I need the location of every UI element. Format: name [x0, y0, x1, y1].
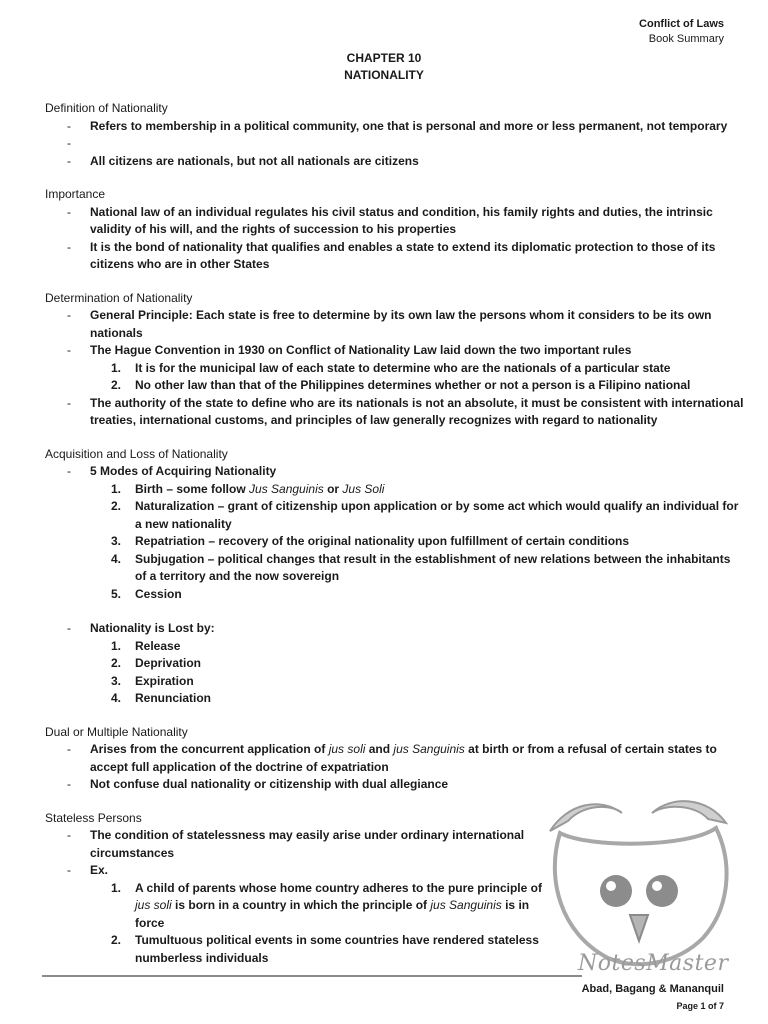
list-item-text: The Hague Convention in 1930 on Conflict of Nationality Law laid down the two important rules: [90, 343, 632, 357]
list-item: [45, 862, 550, 967]
numbered-item: 2. Tumultuous political events in some countries have rendered stateless numberless individuals: [111, 933, 539, 965]
list-item: - Arises from the concurrent application of jus soli and jus Sanguinis at birth or from a refusal of certain states to accept full application of the doctrine of expatriation: [45, 741, 745, 776]
list-item: - It is the bond of nationality that qualifies and enables a state to extend its diplomatic protection to those of its citizens who are in other States: [45, 239, 745, 274]
loss-list: [90, 638, 745, 708]
numbered-item: 5. Cession: [111, 586, 182, 601]
section-title: Dual or Multiple Nationality: [45, 724, 188, 739]
bullet-list: [45, 118, 745, 171]
list-item: - Refers to membership in a political community, one that is personal and more or less permanent, not temporary: [45, 118, 745, 136]
list-item: - National law of an individual regulates his civil status and condition, his family rights and duties, the intrinsic validity of his will, and the rights of succession to his properties: [45, 204, 745, 239]
page-header: [639, 17, 724, 47]
owl-logo-icon: [538, 783, 738, 978]
authors: Abad, Bagang & Mananquil: [581, 983, 724, 995]
list-item: - The authority of the state to define who are its nationals is not an absolute, it must be consistent with international treaties, international customs, and principles of law generally recognizes with regard to nationality: [45, 395, 745, 430]
list-item: - The condition of statelessness may easily arise under ordinary international circumstances: [45, 827, 550, 862]
loss-label: Nationality is Lost by:: [90, 621, 215, 635]
list-item: - All citizens are nationals, but not all nationals are citizens: [45, 153, 745, 171]
numbered-item: 3. Repatriation – recovery of the original nationality upon fulfillment of certain conditions: [111, 534, 630, 548]
numbered-item: 3. Expiration: [111, 673, 194, 688]
footer-divider: [42, 975, 582, 977]
section-title: Definition of Nationality: [45, 101, 168, 115]
numbered-item: 1. A child of parents whose home country adheres to the pure principle of jus soli is born in a country in which the principle of jus Sanguinis is in force: [111, 880, 542, 930]
numbered-item: 1. It is for the municipal law of each state to determine who are the nationals of a particular state: [111, 360, 671, 375]
section-acquisition-loss: [45, 446, 745, 708]
numbered-list: [90, 360, 745, 395]
list-item: [45, 135, 745, 153]
numbered-item: 2. Naturalization – grant of citizenship upon application or by some act which would qualify an individual for a new nationality: [111, 499, 739, 531]
list-item: [45, 620, 745, 708]
page-number: Page 1 of 7: [676, 1001, 724, 1011]
examples-list: [90, 880, 550, 968]
course-name: Conflict of Laws: [639, 18, 724, 30]
bullet-list: [45, 307, 745, 430]
modes-label: 5 Modes of Acquiring Nationality: [90, 464, 277, 478]
modes-list: [90, 481, 745, 604]
section-title: Determination of Nationality: [45, 290, 193, 305]
section-title: Importance: [45, 187, 106, 201]
numbered-item: 1. Birth – some follow Jus Sanguinis or Jus Soli: [111, 481, 385, 496]
list-item: - General Principle: Each state is free to determine by its own law the persons whom it considers to be its own nationals: [45, 307, 745, 342]
example-label: Ex.: [90, 863, 109, 877]
title-block: [0, 50, 768, 84]
numbered-item: 2. Deprivation: [111, 656, 202, 670]
logo-wordmark: NotesMaster: [578, 951, 729, 976]
section-determination: [45, 290, 745, 430]
list-item: [45, 342, 745, 395]
list-item: [45, 463, 745, 620]
document-type: Book Summary: [648, 33, 724, 45]
section-title: Stateless Persons: [45, 810, 142, 825]
chapter-title: NATIONALITY: [344, 68, 424, 82]
bullet-list: [45, 204, 745, 274]
numbered-item: 2. No other law than that of the Philippines determines whether or not a person is a Filipino national: [111, 378, 691, 392]
chapter-label: CHAPTER 10: [346, 51, 422, 65]
numbered-item: 1. Release: [111, 638, 181, 653]
list-item: - Not confuse dual nationality or citizenship with dual allegiance: [45, 776, 745, 794]
numbered-item: 4. Subjugation – political changes that result in the establishment of new relations between the inhabitants of a territory and the now sovereign: [111, 551, 731, 583]
section-importance: [45, 186, 745, 274]
bullet-list: [45, 463, 745, 708]
numbered-item: 4. Renunciation: [111, 691, 212, 705]
section-definition: [45, 100, 745, 170]
section-title: Acquisition and Loss of Nationality: [45, 446, 228, 461]
